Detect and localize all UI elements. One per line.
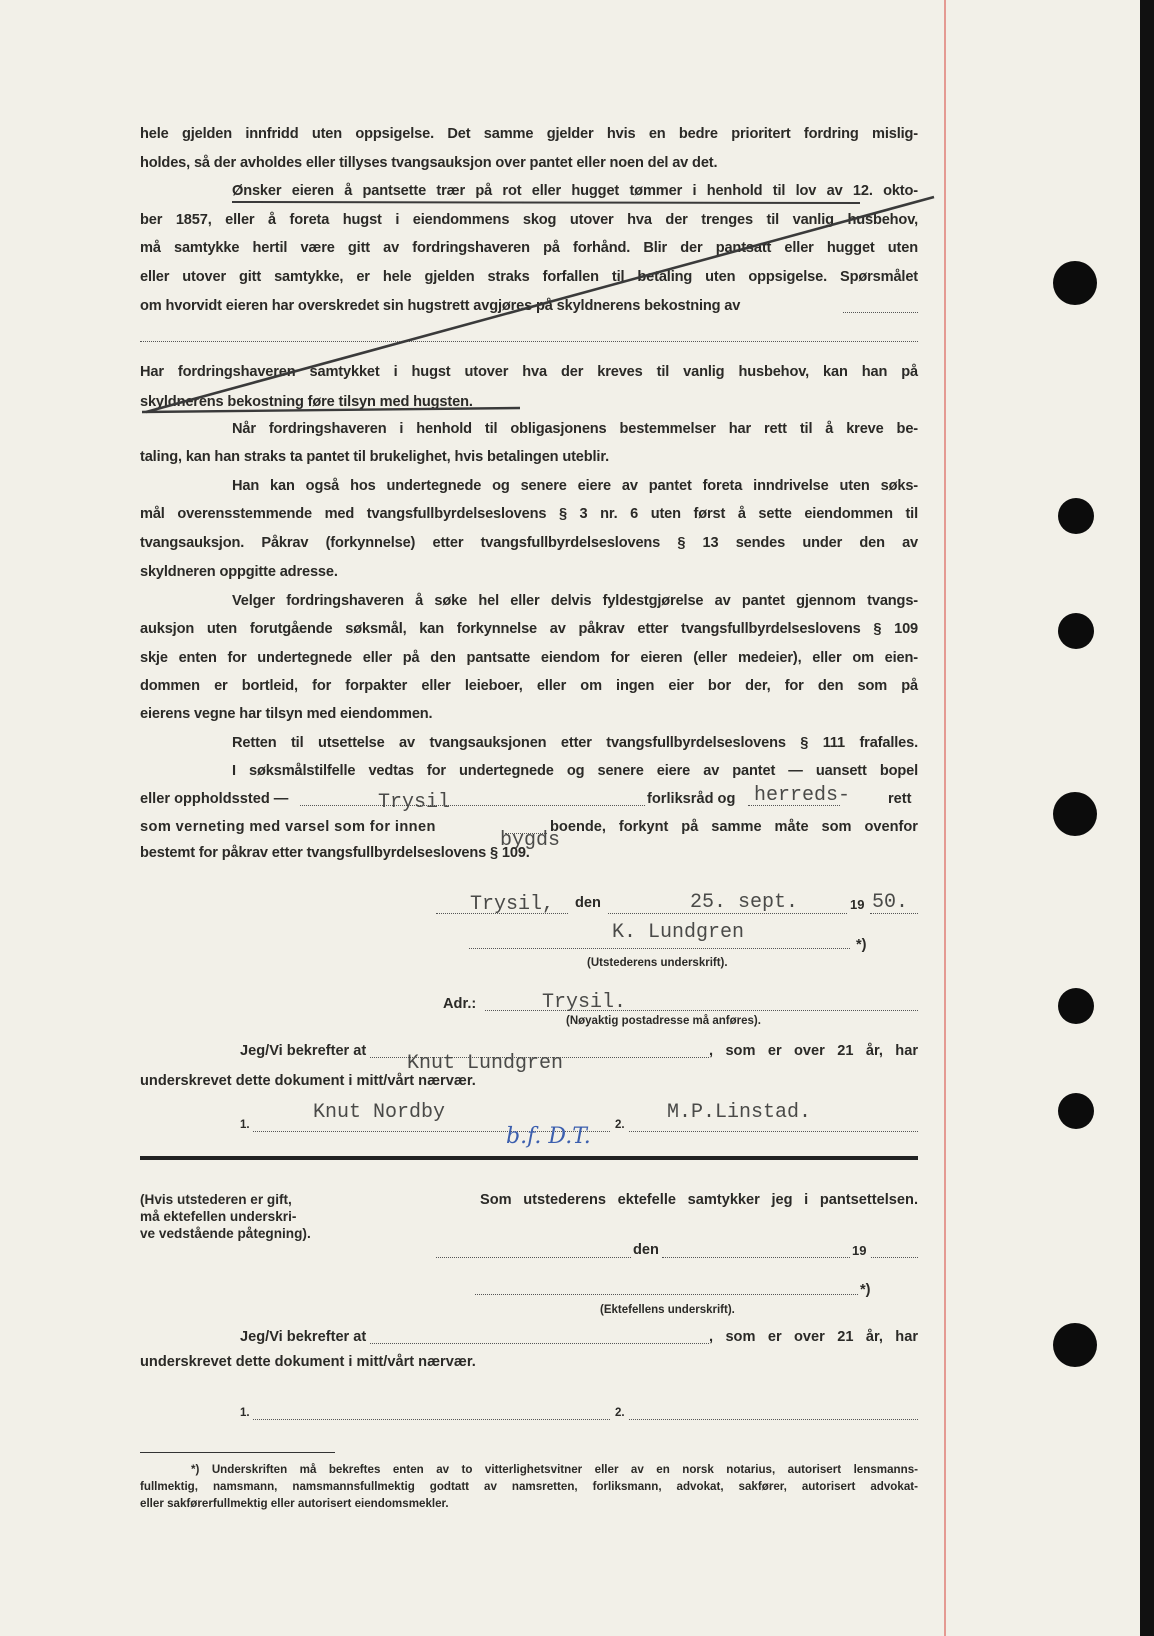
body-line: I søksmålstilfelle vedtas for undertegnede og senere eiere av pantet — uansett bopel — [232, 763, 918, 779]
body-line: holdes, så der avholdes eller tillyses tvangsauksjon over pantet eller noen del av det. — [140, 155, 718, 171]
area-value: bygds — [500, 829, 561, 852]
spouse-signature-caption: (Ektefellens underskrift). — [600, 1304, 735, 1316]
date-value: 25. sept. — [690, 891, 799, 914]
body-line: tvangsauksjon. Påkrav (forkynnelse) etter tvangsfullbyrdelseslovens § 13 sendes under den av — [140, 535, 918, 551]
den-label: den — [575, 895, 601, 911]
body-line: mål overensstemmende med tvangsfullbyrdelseslovens § 3 nr. 6 uten først å sette eiendommen til — [140, 506, 918, 522]
venue-prefix: eller oppholdssted — — [140, 791, 289, 807]
confirm-prefix: Jeg/Vi bekrefter at — [240, 1043, 367, 1059]
place-value: Trysil, — [470, 893, 555, 916]
witness-1-value: Knut Nordby — [313, 1101, 446, 1124]
address-value: Trysil. — [542, 991, 627, 1014]
body-line: må samtykke hertil være gitt av fordringshaveren på forhånd. Blir der pantsatt eller hugget uten — [140, 240, 918, 256]
body-line: Velger fordringshaveren å søke hel eller delvis fyldestgjørelse av pantet gjennom tvangs- — [232, 593, 918, 609]
witness-number: 2. — [615, 1119, 625, 1131]
body-line: hele gjelden innfridd uten oppsigelse. Det samme gjelder hvis en bedre prioritert fordring mislig- — [140, 126, 918, 142]
body-line: Retten til utsettelse av tvangsauksjonen etter tvangsfullbyrdelseslovens § 111 frafalles. — [232, 735, 918, 751]
spouse-consent: Som utstederens ektefelle samtykker jeg i pantsettelsen. — [480, 1192, 918, 1208]
confirm-line2: underskrevet dette dokument i mitt/vårt nærvær. — [140, 1073, 476, 1089]
body-line: skje enten for undertegnede eller på den pantsatte eiendom for eieren (eller medeier), eller om eien- — [140, 650, 918, 666]
body-line: eierens vegne har tilsyn med eiendommen. — [140, 706, 433, 722]
footnote-line: eller sakførerfullmektig eller autorisert eiendomsmekler. — [140, 1497, 449, 1510]
footnote-line: fullmektig, namsmann, namsmannsfullmektig godtatt av namsretten, forliksmann, advokat, sakfører, autorisert advokat- — [140, 1480, 918, 1493]
strike-through-mark — [146, 197, 934, 412]
confirm-suffix: , som er over 21 år, har — [709, 1043, 918, 1059]
underline-mark — [232, 202, 860, 203]
body-line: dommen er bortleid, for forpakter eller leieboer, eller om ingen eier bor der, for den som på — [140, 678, 918, 694]
confirm-name-value: Knut Lundgren — [407, 1052, 564, 1075]
body-line: ber 1857, eller å foreta hugst i eiendommens skog utover hva der trenges til vanlig husbehov, — [140, 212, 918, 228]
witness-number: 2. — [615, 1407, 625, 1419]
venue-place-value: Trysil — [378, 791, 451, 814]
underline-mark — [142, 408, 520, 412]
address-caption: (Nøyaktig postadresse må anføres). — [566, 1015, 761, 1027]
body-line: auksjon uten forutgående søksmål, kan forkynnelse av påkrav etter tvangsfullbyrdelseslovens § 109 — [140, 621, 918, 637]
body-line: skyldneren oppgitte adresse. — [140, 564, 338, 580]
notice-prefix: som verneting med varsel som for innen — [140, 819, 436, 835]
body-line: om hvorvidt eieren har overskredet sin hugstrett avgjøres på skyldnerens bekostning av — [140, 298, 741, 314]
witness-number: 1. — [240, 1407, 250, 1419]
confirm-suffix: , som er over 21 år, har — [709, 1329, 918, 1345]
body-line: Ønsker eieren å pantsette trær på rot eller hugget tømmer i henhold til lov av 12. okto- — [232, 183, 918, 199]
body-line: skyldnerens bekostning føre tilsyn med hugsten. — [140, 394, 473, 410]
footnote-ref: *) — [856, 937, 867, 953]
notice-suffix: boende, forkynt på samme måte som ovenfor — [550, 819, 918, 835]
century-label: 19 — [852, 1243, 867, 1258]
body-line: Har fordringshaveren samtykket i hugst utover hva der kreves til vanlig husbehov, kan han på — [140, 364, 918, 380]
body-line: Han kan også hos undertegnede og senere eiere av pantet foreta inndrivelse uten søks- — [232, 478, 918, 494]
witness-2-value: M.P.Linstad. — [667, 1101, 812, 1124]
spouse-hint: ve vedstående påtegning). — [140, 1226, 311, 1241]
footnote-line: *) Underskriften må bekreftes enten av to vitterlighetsvitner eller av en norsk notarius, autorisert lensmanns- — [191, 1463, 918, 1476]
issuer-signature: K. Lundgren — [612, 921, 745, 944]
handwritten-note: b.f. D.T. — [506, 1124, 591, 1149]
venue-suffix: rett — [888, 791, 912, 807]
confirm-line2: underskrevet dette dokument i mitt/vårt nærvær. — [140, 1354, 476, 1370]
spouse-hint: (Hvis utstederen er gift, — [140, 1192, 292, 1207]
century-label: 19 — [850, 897, 865, 912]
signature-caption: (Utstederens underskrift). — [587, 957, 728, 969]
court-value: herreds- — [754, 784, 851, 807]
body-line: Når fordringshaveren i henhold til obligasjonens bestemmelser har rett til å kreve be- — [232, 421, 918, 437]
witness-number: 1. — [240, 1119, 250, 1131]
spouse-hint: må ektefellen underskri- — [140, 1209, 297, 1224]
body-line: taling, kan han straks ta pantet til brukelighet, hvis betalingen uteblir. — [140, 449, 609, 465]
body-line: bestemt for påkrav etter tvangsfullbyrdelseslovens § 109. — [140, 845, 530, 861]
venue-middle: forliksråd og — [647, 791, 736, 807]
year-value: 50. — [872, 891, 909, 914]
den-label: den — [633, 1242, 659, 1258]
footnote-ref: *) — [860, 1282, 871, 1298]
body-line: eller utover gitt samtykke, er hele gjelden straks forfallen til betaling uten oppsigelse. Spørsmålet — [140, 269, 918, 285]
confirm-prefix: Jeg/Vi bekrefter at — [240, 1329, 367, 1345]
address-label: Adr.: — [443, 996, 477, 1012]
